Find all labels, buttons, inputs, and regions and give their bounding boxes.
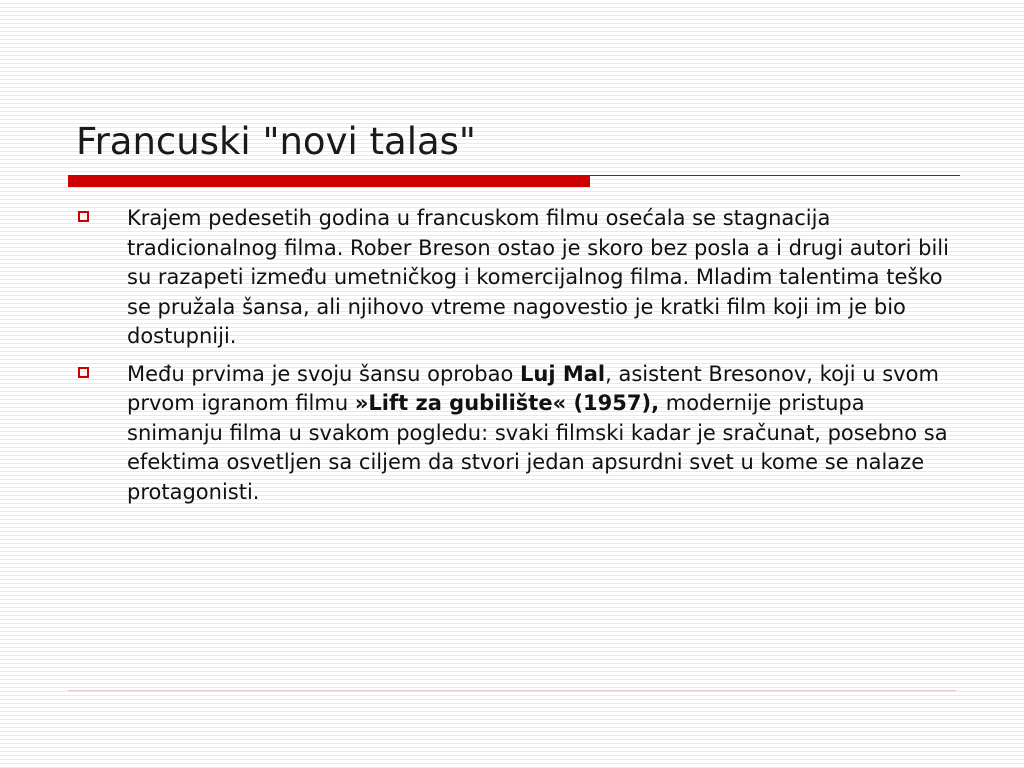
bullet-text [127, 362, 948, 504]
bullet-text: Krajem pedesetih godina u francuskom filmu osećala se stagnacija tradicionalnog filma. Rober Breson ostao je skoro bez posla a i drugi autori bili su razapeti između umetničkog i komercijalnog filma. Mladim talentima teško se pružala šansa, ali njihovo vtreme nagovestio je kratki film koji im je bio dostupniji. [127, 206, 949, 348]
bullet-list [76, 204, 956, 515]
title-underline-line [590, 175, 960, 176]
bullet-item [76, 360, 956, 508]
title-underline-bar [68, 175, 590, 187]
bullet-item [76, 204, 956, 352]
bold-name-luj-mal: Luj Mal [520, 361, 606, 386]
bullet-text-part: , asistent Bresonov, koji u svom prvom igranom filmu [127, 361, 939, 415]
footer-divider [68, 690, 956, 691]
slide-title: Francuski "novi talas" [76, 120, 476, 163]
bullet-text-part: Među prvima je svoju šansu oprobao [127, 361, 521, 386]
square-outline-icon [78, 211, 89, 222]
square-outline-icon [78, 367, 89, 378]
bold-film-title: »Lift za gubilište« (1957), [354, 391, 660, 415]
bullet-text-part: modernije pristupa snimanju filma u svakom pogledu: svaki filmski kadar je sračunat, posebno sa efektima osvetljen sa ciljem da stvori jedan apsurdni svet u kome se nalaze protagonisti. [127, 391, 948, 504]
